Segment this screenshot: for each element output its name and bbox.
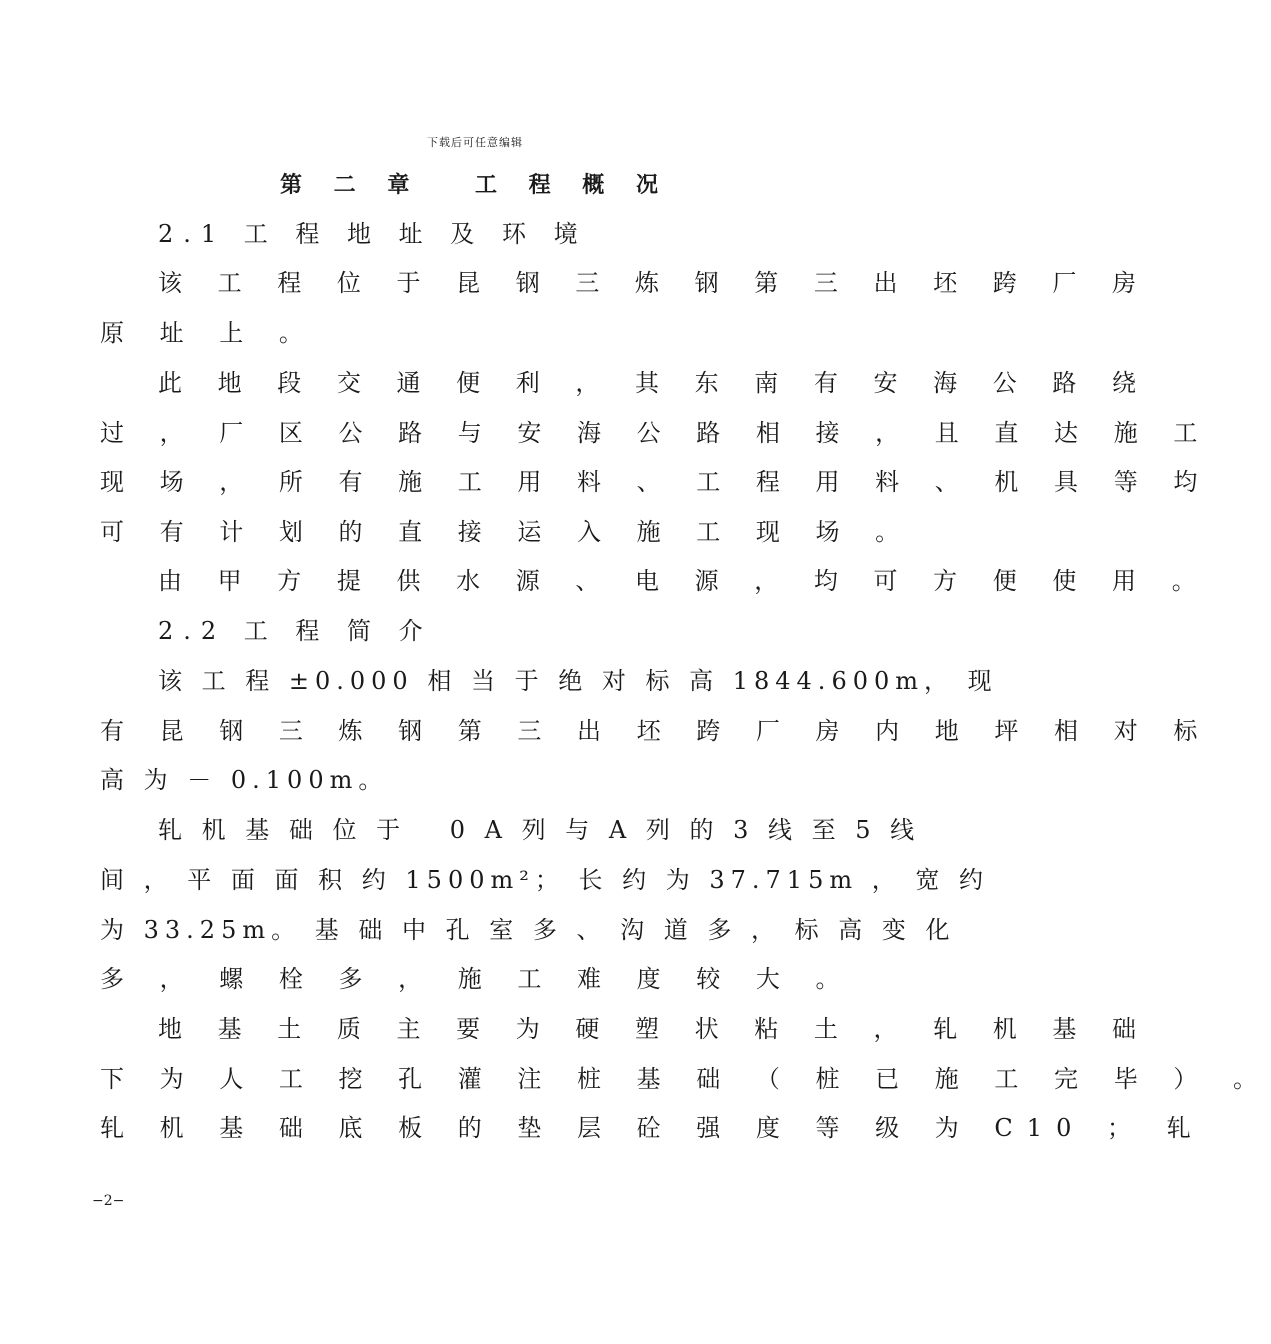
paragraph-line: 由 甲 方 提 供 水 源 、 电 源 ， 均 可 方 便 使 用 。 — [158, 567, 1210, 595]
paragraph-line: 此 地 段 交 通 便 利 ， 其 东 南 有 安 海 公 路 绕 — [158, 369, 1151, 397]
chapter-title: 第 二 章 工 程 概 况 — [280, 172, 670, 198]
paragraph-line: 轧 机 基 础 底 板 的 垫 层 砼 强 度 等 级 为 C10 ； 轧 — [100, 1114, 1205, 1142]
paragraph-line: 下 为 人 工 挖 孔 灌 注 桩 基 础 （ 桩 已 施 工 完 毕 ） 。 — [100, 1065, 1271, 1093]
paragraph-line: 有 昆 钢 三 炼 钢 第 三 出 坯 跨 厂 房 内 地 坪 相 对 标 — [100, 717, 1212, 745]
header-note: 下载后可任意编辑 — [427, 136, 523, 149]
paragraph-line: 现 场 ， 所 有 施 工 用 料 、 工 程 用 料 、 机 具 等 均 — [100, 468, 1212, 496]
paragraph-line: 原 址 上 。 — [100, 319, 317, 347]
section-heading: 2.1 工 程 地 址 及 环 境 — [158, 220, 588, 248]
page-number: −2− — [92, 1193, 125, 1209]
section-heading: 2.2 工 程 简 介 — [158, 617, 433, 645]
paragraph-line: 过 ， 厂 区 公 路 与 安 海 公 路 相 接 ， 且 直 达 施 工 — [100, 419, 1212, 447]
paragraph-line: 该 工 程 位 于 昆 钢 三 炼 钢 第 三 出 坯 跨 厂 房 — [158, 269, 1151, 297]
paragraph-line: 地 基 土 质 主 要 为 硬 塑 状 粘 土 ， 轧 机 基 础 — [158, 1015, 1151, 1043]
paragraph-line: 轧 机 基 础 位 于 0 A 列 与 A 列 的 3 线 至 5 线 — [158, 816, 921, 844]
paragraph-line: 间 ， 平 面 面 积 约 1500m²； 长 约 为 37.715m ， 宽 约 — [100, 866, 989, 894]
paragraph-line: 该 工 程 ±0.000 相 当 于 绝 对 标 高 1844.600m， 现 — [158, 667, 998, 695]
paragraph-line: 多 ， 螺 栓 多 ， 施 工 难 度 较 大 。 — [100, 965, 854, 993]
paragraph-line: 可 有 计 划 的 直 接 运 入 施 工 现 场 。 — [100, 518, 914, 546]
paragraph-line: 高 为 － 0.100m。 — [100, 766, 389, 794]
paragraph-line: 为 33.25m。 基 础 中 孔 室 多 、 沟 道 多 ， 标 高 变 化 — [100, 916, 956, 944]
